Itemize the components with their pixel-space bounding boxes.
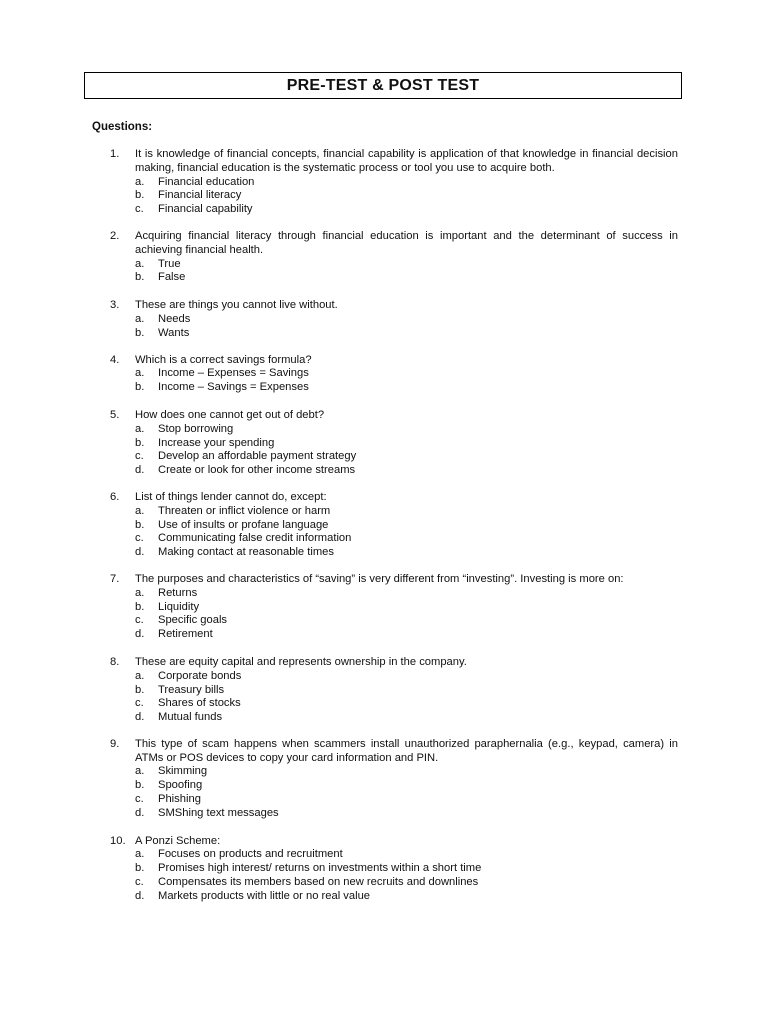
option-c (135, 532, 678, 546)
document-title-box (84, 72, 682, 99)
option-letter: d. (135, 711, 145, 724)
options-list (135, 505, 678, 560)
option-b (135, 437, 678, 451)
question-4 (110, 354, 678, 395)
option-text: Markets products with little or no real value (158, 889, 371, 902)
option-text: Income – Expenses = Savings (158, 367, 309, 380)
option-a (135, 848, 678, 862)
option-b (135, 327, 678, 341)
option-letter: a. (135, 367, 145, 380)
option-text: Financial capability (158, 203, 253, 216)
option-text: True (158, 257, 181, 270)
question-text: These are things you cannot live without. (135, 299, 338, 312)
options-list (135, 848, 678, 903)
option-text: Financial literacy (158, 189, 242, 202)
option-letter: b. (135, 326, 145, 339)
option-letter: c. (135, 793, 144, 806)
question-9 (110, 738, 678, 821)
option-text: Wants (158, 326, 190, 339)
option-letter: a. (135, 422, 145, 435)
option-letter: d. (135, 546, 145, 559)
question-text: This type of scam happens when scammers install unauthorized paraphernalia (e.g., keypad, camera) in ATMs or POS devices to copy your card information and PIN. (135, 737, 678, 764)
question-text: It is knowledge of financial concepts, financial capability is application of that knowledge in financial decision making, financial education is the systematic process or tool you use to acquire both. (135, 148, 678, 174)
option-letter: b. (135, 779, 145, 792)
option-text: Focuses on products and recruitment (158, 848, 343, 861)
option-text: Shares of stocks (158, 697, 241, 710)
option-letter: d. (135, 628, 145, 641)
option-text: Making contact at reasonable times (158, 546, 334, 559)
option-d (135, 890, 678, 904)
option-text: Spoofing (158, 779, 203, 792)
option-letter: c. (135, 876, 144, 889)
question-number: 4. (110, 353, 120, 366)
option-b (135, 779, 678, 793)
question-text: How does one cannot get out of debt? (135, 408, 325, 421)
option-letter: a. (135, 586, 145, 599)
option-text: Retirement (158, 628, 213, 641)
option-letter: c. (135, 532, 144, 545)
option-letter: b. (135, 683, 145, 696)
option-text: Skimming (158, 765, 208, 778)
option-letter: c. (135, 697, 144, 710)
question-text: List of things lender cannot do, except: (135, 490, 327, 503)
question-number: 9. (110, 737, 120, 750)
option-text: Income – Savings = Expenses (158, 381, 309, 394)
question-number: 6. (110, 490, 120, 503)
question-8 (110, 656, 678, 725)
option-d (135, 628, 678, 642)
option-letter: b. (135, 189, 145, 202)
option-letter: c. (135, 203, 144, 216)
option-a (135, 765, 678, 779)
option-a (135, 176, 678, 190)
option-a (135, 313, 678, 327)
option-text: Returns (158, 586, 198, 599)
option-text: Increase your spending (158, 436, 275, 449)
question-5 (110, 409, 678, 478)
option-b (135, 189, 678, 203)
question-10 (110, 835, 678, 904)
option-letter: a. (135, 848, 145, 861)
option-c (135, 876, 678, 890)
option-a (135, 367, 678, 381)
option-letter: a. (135, 765, 145, 778)
option-d (135, 464, 678, 478)
option-letter: c. (135, 614, 144, 627)
option-letter: b. (135, 271, 145, 284)
question-number: 5. (110, 408, 120, 421)
option-b (135, 381, 678, 395)
option-text: Create or look for other income streams (158, 464, 356, 477)
option-letter: a. (135, 312, 145, 325)
option-d (135, 546, 678, 560)
question-text: These are equity capital and represents ownership in the company. (135, 655, 467, 668)
option-d (135, 711, 678, 725)
option-text: Develop an affordable payment strategy (158, 450, 357, 463)
option-b (135, 862, 678, 876)
option-a (135, 670, 678, 684)
option-letter: d. (135, 806, 145, 819)
question-number: 8. (110, 655, 120, 668)
option-letter: a. (135, 504, 145, 517)
option-d (135, 807, 678, 821)
question-text: A Ponzi Scheme: (135, 834, 221, 847)
option-letter: d. (135, 464, 145, 477)
option-letter: b. (135, 381, 145, 394)
option-c (135, 793, 678, 807)
question-text: Which is a correct savings formula? (135, 353, 312, 366)
option-text: Liquidity (158, 600, 200, 613)
option-letter: a. (135, 175, 145, 188)
question-number: 1. (110, 148, 120, 160)
option-c (135, 697, 678, 711)
option-text: Compensates its members based on new recruits and downlines (158, 876, 479, 889)
question-number: 10. (110, 834, 126, 847)
option-text: Treasury bills (158, 683, 225, 696)
option-letter: b. (135, 518, 145, 531)
option-text: Promises high interest/ returns on investments within a short time (158, 862, 482, 875)
option-letter: b. (135, 862, 145, 875)
questions-label: Questions: (92, 121, 153, 133)
option-a (135, 423, 678, 437)
option-c (135, 203, 678, 217)
option-b (135, 519, 678, 533)
question-number: 7. (110, 572, 120, 585)
option-letter: a. (135, 669, 145, 682)
questions-list (110, 148, 678, 904)
option-b (135, 601, 678, 615)
question-number: 3. (110, 299, 120, 312)
option-text: Use of insults or profane language (158, 518, 329, 531)
option-c (135, 614, 678, 628)
option-text: Financial education (158, 175, 255, 188)
question-number: 2. (110, 229, 120, 242)
options-list (135, 367, 678, 395)
option-a (135, 505, 678, 519)
option-a (135, 587, 678, 601)
option-letter: b. (135, 600, 145, 613)
option-b (135, 271, 678, 285)
question-2 (110, 230, 678, 285)
option-c (135, 450, 678, 464)
document-title: PRE-TEST & POST TEST (286, 76, 480, 94)
question-7 (110, 573, 678, 642)
option-text: Needs (158, 312, 191, 325)
option-text: Communicating false credit information (158, 532, 352, 545)
option-text: Corporate bonds (158, 669, 242, 682)
options-list (135, 423, 678, 478)
option-text: Phishing (158, 793, 201, 806)
options-list (135, 258, 678, 286)
option-letter: c. (135, 450, 144, 463)
option-a (135, 258, 678, 272)
option-letter: a. (135, 257, 145, 270)
option-letter: b. (135, 436, 145, 449)
option-text: Specific goals (158, 614, 228, 627)
options-list (135, 670, 678, 725)
options-list (135, 587, 678, 642)
option-text: SMShing text messages (158, 806, 279, 819)
options-list (135, 765, 678, 820)
options-list (135, 176, 678, 217)
question-3 (110, 299, 678, 340)
question-text: Acquiring financial literacy through financial education is important and the determinant of success in achieving financial health. (135, 229, 678, 256)
question-1 (110, 148, 678, 217)
option-text: Mutual funds (158, 711, 223, 724)
option-text: Threaten or inflict violence or harm (158, 504, 331, 517)
options-list (135, 313, 678, 341)
option-letter: d. (135, 889, 145, 902)
question-6 (110, 491, 678, 560)
option-text: False (158, 271, 186, 284)
option-text: Stop borrowing (158, 422, 234, 435)
question-text: The purposes and characteristics of “saving” is very different from “investing”. Investing is more on: (135, 572, 624, 585)
option-b (135, 684, 678, 698)
